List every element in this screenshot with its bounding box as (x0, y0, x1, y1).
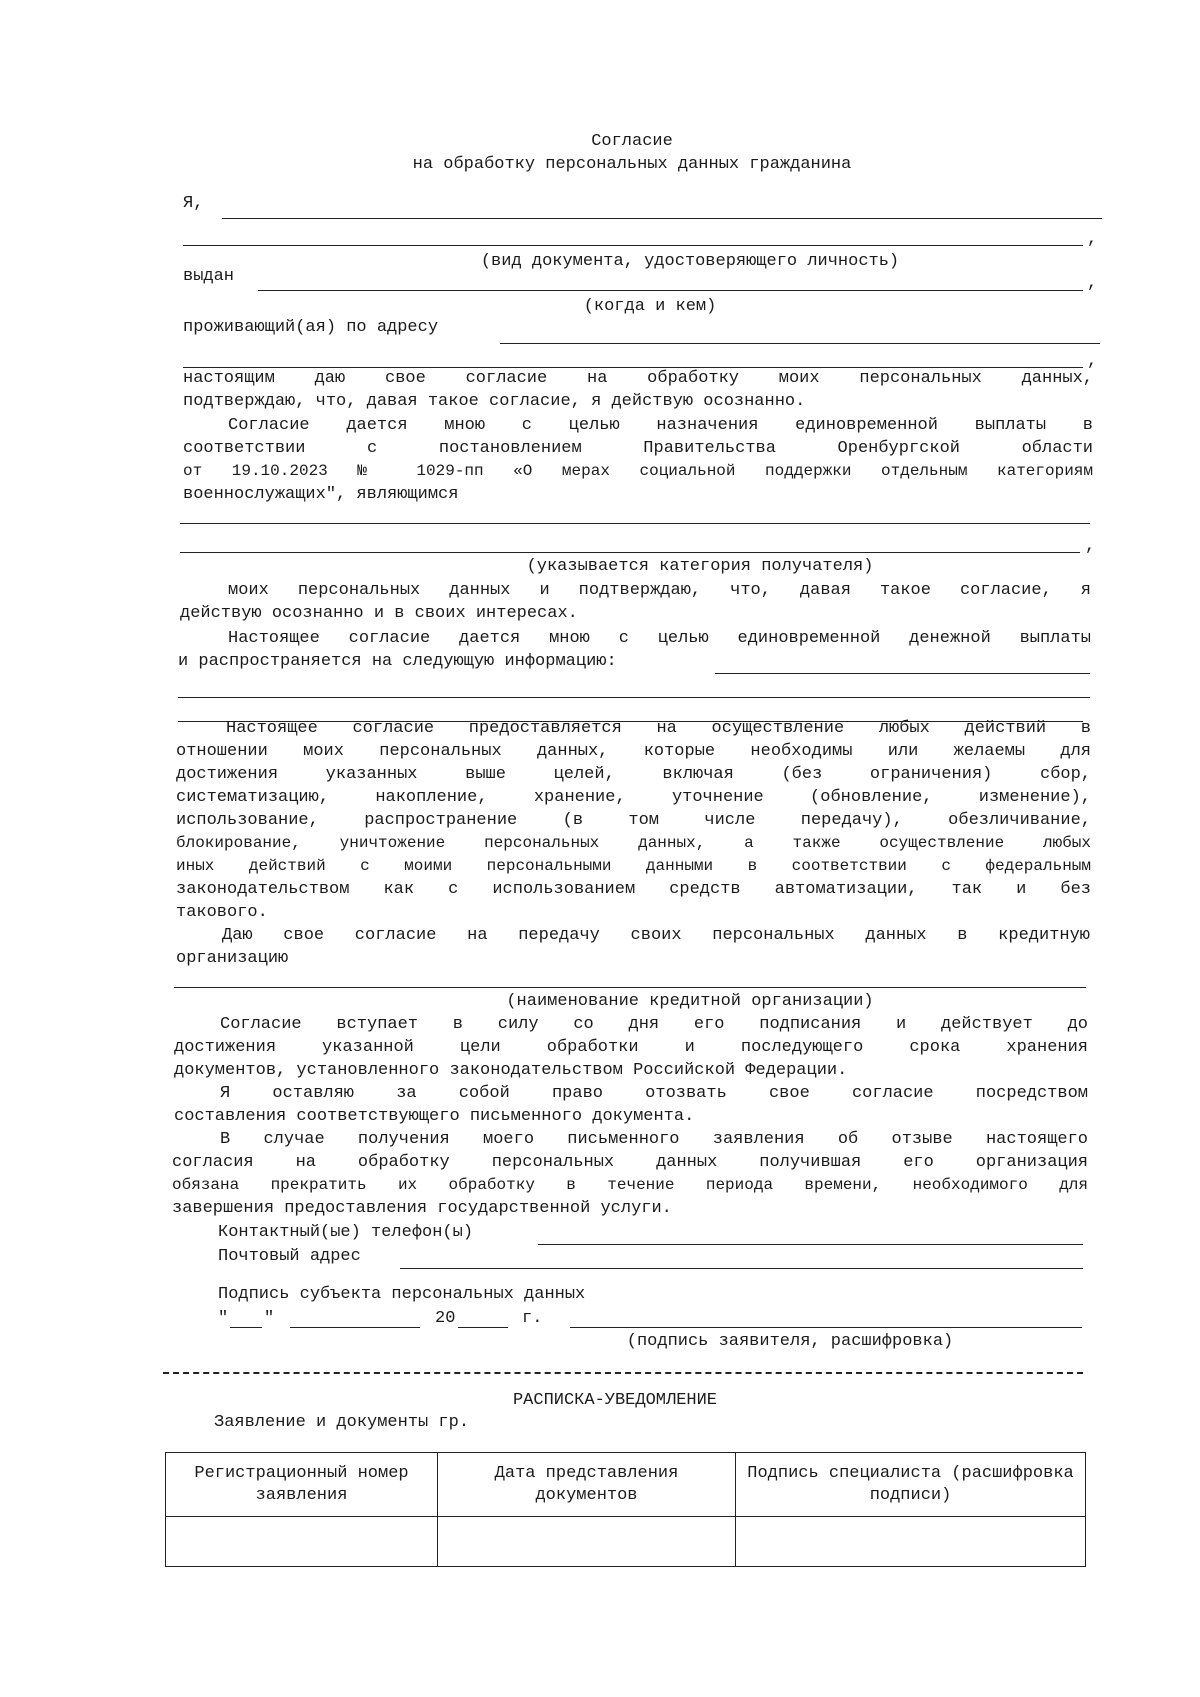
paragraph-line: настоящим даю свое согласие на обработку моих персональных данных, (183, 369, 1093, 388)
paragraph-line: достижения указанной цели обработки и последующего срока хранения (174, 1038, 1088, 1057)
paragraph-line: военнослужащих", являющимся (183, 485, 459, 504)
document-field-line[interactable] (183, 245, 1083, 246)
receipt-data-row (166, 1517, 1086, 1567)
phone-label: Контактный(ые) телефон(ы) (218, 1223, 474, 1242)
document-caption: (вид документа, удостоверяющего личность) (480, 252, 900, 271)
paragraph-line: документов, установленного законодательством Российской Федерации. (174, 1061, 848, 1080)
paragraph-line: организацию (176, 949, 289, 968)
reg-number-header: Регистрационный номер заявления (166, 1453, 438, 1517)
receipt-header-row (166, 1453, 1086, 1517)
paragraph-line: действую осознанно и в своих интересах. (180, 604, 578, 623)
paragraph-line: отношении моих персональных данных, которые необходимы или желаемы для (176, 742, 1091, 761)
paragraph-line: систематизацию, накопление, хранение, уточнение (обновление, изменение), (176, 788, 1091, 807)
submission-date-header: Дата представления документов (438, 1453, 736, 1517)
paragraph-line: согласия на обработку персональных данных получившая его организация (172, 1153, 1088, 1172)
category-field-line-2[interactable] (180, 552, 1080, 553)
paragraph-line: и распространяется на следующую информацию: (178, 652, 617, 671)
paragraph-line: Я оставляю за собой право отозвать свое согласие посредством (220, 1084, 1088, 1103)
paragraph-line: соответствии с постановлением Правительства Оренбургской области (183, 439, 1093, 458)
paragraph-line: Настоящее согласие дается мною с целью единовременной денежной выплаты (228, 629, 1091, 648)
signature-label: Подпись субъекта персональных данных (218, 1285, 586, 1304)
paragraph-line: подтверждаю, что, давая такое согласие, я действую осознанно. (183, 392, 806, 411)
paragraph-line: достижения указанных выше целей, включая (без ограничения) сбор, (176, 765, 1091, 784)
date-month-field[interactable] (290, 1327, 420, 1328)
paragraph-line: от 19.10.2023 № 1029-пп «О мерах социальной поддержки отдельным категориям (183, 462, 1093, 480)
date-open-quote: " (218, 1309, 229, 1328)
residing-label: проживающий(ая) по адресу (183, 318, 439, 337)
paragraph-line: завершения предоставления государственной услуги. (172, 1199, 672, 1218)
paragraph-line: законодательством как с использованием средств автоматизации, так и без (176, 880, 1091, 899)
reg-number-cell[interactable] (166, 1517, 438, 1567)
paragraph-line: моих персональных данных и подтверждаю, что, давая такое согласие, я (228, 581, 1091, 600)
comma: , (1087, 230, 1098, 249)
receipt-subtitle: Заявление и документы гр. (214, 1413, 470, 1432)
paragraph-line: Согласие вступает в силу со дня его подписания и действует до (220, 1015, 1088, 1034)
specialist-signature-cell[interactable] (736, 1517, 1086, 1567)
phone-field-line[interactable] (538, 1244, 1083, 1245)
paragraph-line: Даю свое согласие на передачу своих персональных данных в кредитную (222, 926, 1090, 945)
paragraph-line: Согласие дается мною с целью назначения единовременной выплаты в (228, 416, 1093, 435)
paragraph-line: В случае получения моего письменного заявления об отзыве настоящего (220, 1130, 1088, 1149)
paragraph-line: использование, распространение (в том числе передачу), обезличивание, (176, 811, 1091, 830)
date-year-field[interactable] (458, 1327, 508, 1328)
address-field-line-1[interactable] (500, 343, 1100, 344)
i-label: Я, (183, 194, 204, 213)
specialist-signature-header: Подпись специалиста (расшифровка подписи) (736, 1453, 1086, 1517)
comma: , (1087, 352, 1098, 371)
receipt-table (165, 1452, 1086, 1567)
comma: , (1085, 537, 1096, 556)
signature-field-line[interactable] (570, 1327, 1082, 1328)
bank-caption: (наименование кредитной организации) (506, 992, 874, 1011)
cut-line (163, 1372, 1083, 1374)
info-field-line-2[interactable] (178, 697, 1090, 698)
date-close-quote: " (264, 1309, 275, 1328)
info-field-line-1[interactable] (715, 673, 1090, 674)
paragraph-line: иных действий с моими персональными данными в соответствии с федеральным (176, 857, 1091, 875)
receipt-title: РАСПИСКА-УВЕДОМЛЕНИЕ (512, 1391, 718, 1410)
paragraph-line: обязана прекратить их обработку в течение периода времени, необходимого для (172, 1176, 1088, 1194)
issued-field-line[interactable] (258, 290, 1083, 291)
paragraph-line: составления соответствующего письменного документа. (174, 1107, 695, 1126)
document-subtitle: на обработку персональных данных гражданина (412, 155, 852, 174)
category-field-line-1[interactable] (180, 523, 1090, 524)
paragraph-line: Настоящее согласие предоставляется на осуществление любых действий в (226, 719, 1091, 738)
paragraph-line: блокирование, уничтожение персональных данных, а также осуществление любых (176, 834, 1091, 852)
year-suffix: г. (522, 1309, 543, 1328)
paragraph-line: такового. (176, 903, 268, 922)
when-caption: (когда и кем) (583, 297, 717, 316)
document-title: Согласие (591, 132, 673, 151)
bank-field-line[interactable] (174, 987, 1086, 988)
category-caption: (указывается категория получателя) (526, 557, 874, 576)
comma: , (1087, 274, 1098, 293)
name-field-line[interactable] (222, 218, 1102, 219)
postal-address-label: Почтовый адрес (218, 1247, 361, 1266)
signature-caption: (подпись заявителя, расшифровка) (626, 1332, 954, 1351)
issued-label: выдан (183, 267, 235, 286)
submission-date-cell[interactable] (438, 1517, 736, 1567)
postal-address-field-line[interactable] (400, 1268, 1083, 1269)
year-prefix: 20 (435, 1309, 456, 1328)
date-day-field[interactable] (230, 1327, 262, 1328)
